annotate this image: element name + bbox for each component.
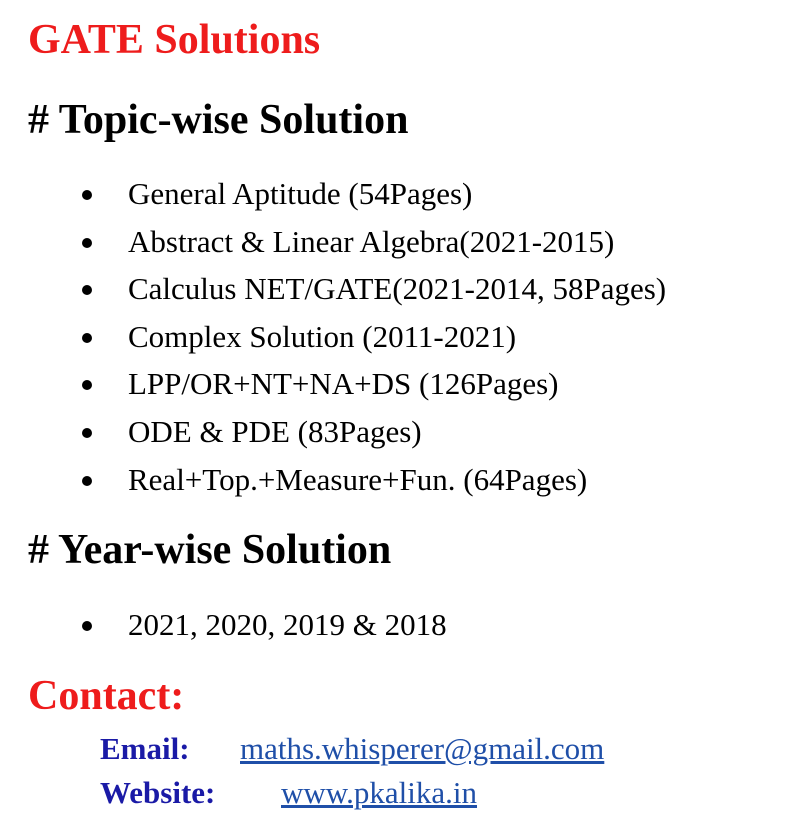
year-list [0, 601, 447, 649]
list-item [0, 265, 666, 313]
bullet-icon [82, 380, 92, 390]
list-item [0, 170, 666, 218]
website-link[interactable]: www.pkalika.in [281, 775, 478, 810]
bullet-icon [82, 621, 92, 631]
list-item-text: General Aptitude (54Pages) [128, 176, 473, 211]
list-item-text: Real+Top.+Measure+Fun. (64Pages) [128, 461, 588, 497]
list-item [0, 456, 666, 504]
list-item [0, 218, 666, 266]
bullet-icon [82, 428, 92, 438]
topic-wise-heading: # Topic-wise Solution [28, 97, 409, 143]
list-item-text: Abstract & Linear Algebra(2021-2015) [128, 223, 615, 259]
list-item-text: Complex Solution (2011-2021) [128, 318, 517, 354]
list-item-text: ODE & PDE (83Pages) [128, 413, 422, 449]
email-row [100, 728, 604, 770]
bullet-icon [82, 238, 92, 248]
website-label: Website: [100, 775, 216, 810]
website-row [100, 772, 477, 814]
list-item-text: LPP/OR+NT+NA+DS (126Pages) [128, 366, 559, 402]
year-wise-heading: # Year-wise Solution [28, 527, 392, 573]
list-item [0, 601, 447, 649]
email-label: Email: [100, 731, 190, 766]
bullet-icon [82, 190, 92, 200]
list-item [0, 360, 666, 408]
list-item [0, 408, 666, 456]
contact-heading: Contact: [28, 673, 185, 719]
list-item [0, 313, 666, 361]
page-title: GATE Solutions [28, 17, 321, 63]
email-link[interactable]: maths.whisperer@gmail.com [240, 731, 605, 766]
bullet-icon [82, 285, 92, 295]
bullet-icon [82, 476, 92, 486]
list-item-text: Calculus NET/GATE(2021-2014, 58Pages) [128, 271, 667, 307]
bullet-icon [82, 333, 92, 343]
topic-list [0, 170, 666, 503]
list-item-text: 2021, 2020, 2019 & 2018 [128, 607, 447, 642]
